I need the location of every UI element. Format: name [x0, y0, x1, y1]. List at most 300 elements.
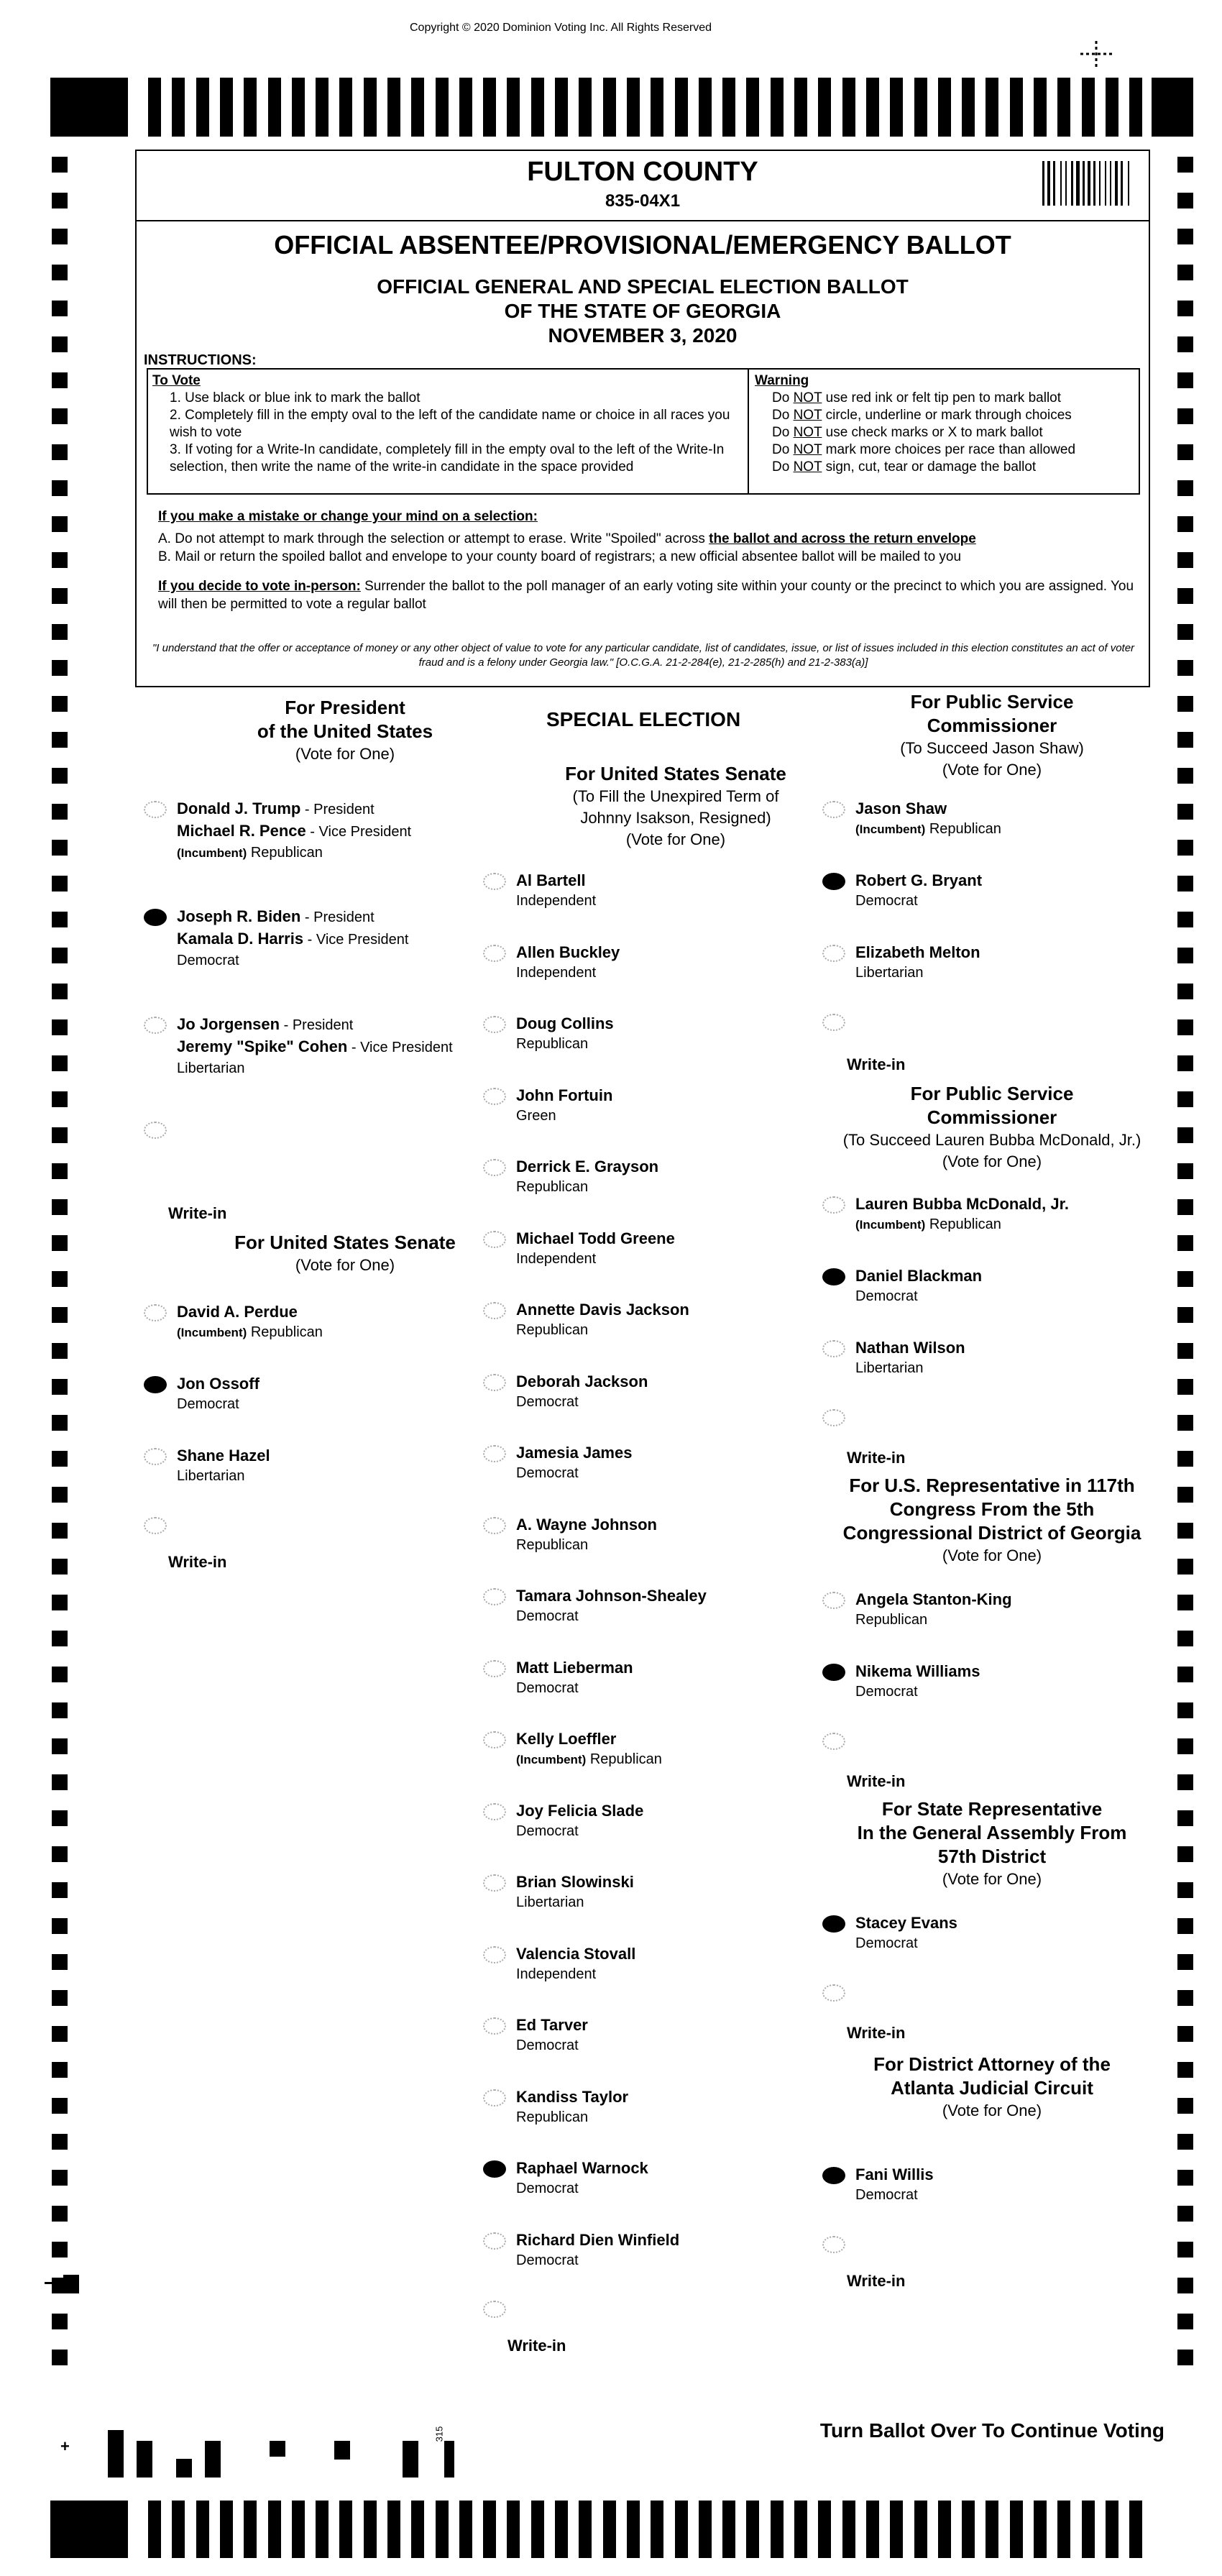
timing-bar — [771, 78, 784, 137]
timing-bar — [699, 78, 712, 137]
to-vote-panel — [148, 370, 749, 493]
barcode-bar — [1053, 161, 1055, 206]
party-name: Republican — [247, 1324, 323, 1340]
code-mark — [137, 2441, 152, 2478]
candidate-name: Allen Buckley — [516, 943, 620, 961]
side-mark — [52, 876, 68, 891]
presidential-ticket — [177, 906, 408, 971]
ticket-vice-president — [177, 928, 408, 950]
write-in-oval[interactable] — [483, 2301, 506, 2318]
candidate-party — [516, 1034, 614, 1055]
candidate — [516, 1228, 675, 1270]
side-mark — [1177, 1954, 1193, 1970]
side-mark — [52, 1990, 68, 2006]
subtitle-line-3: NOVEMBER 3, 2020 — [548, 324, 738, 347]
timing-bar — [866, 78, 879, 137]
vice-president-name: Kamala D. Harris — [177, 930, 304, 948]
incumbent-label: (Incumbent) — [855, 1218, 926, 1232]
side-mark — [1177, 2134, 1193, 2150]
side-mark — [52, 2242, 68, 2258]
write-in-oval[interactable] — [144, 1517, 167, 1534]
timing-marks-bottom — [0, 2501, 1222, 2558]
vote-oval[interactable] — [483, 1803, 506, 1820]
race-title-line: In the General Assembly From — [857, 1822, 1127, 1843]
mistake-a-text: A. Do not attempt to mark through the selection or attempt to erase. Write "Spoiled" across — [158, 531, 709, 546]
candidate-party — [855, 2185, 934, 2206]
registration-mark-icon — [1075, 40, 1118, 68]
candidate-party — [177, 1394, 259, 1415]
timing-bar — [436, 2501, 449, 2558]
side-mark — [52, 1163, 68, 1179]
side-mark — [1177, 1631, 1193, 1646]
candidate — [855, 1589, 1012, 1631]
write-in-label: Write-in — [847, 1772, 906, 1790]
timing-bar — [603, 2501, 616, 2558]
candidate-name: Brian Slowinski — [516, 1873, 634, 1891]
side-mark — [52, 1271, 68, 1287]
timing-block — [50, 2501, 128, 2558]
warning-line — [755, 441, 1133, 459]
side-mark — [1177, 1055, 1193, 1071]
timing-bar — [244, 78, 257, 137]
to-vote-step: 1. Use black or blue ink to mark the ballot — [170, 390, 421, 405]
race-title-line: For U.S. Representative in 117th — [849, 1475, 1135, 1496]
candidate-name: Angela Stanton-King — [855, 1590, 1012, 1608]
vote-oval[interactable] — [483, 1159, 506, 1176]
vote-oval[interactable] — [822, 1664, 845, 1681]
candidate — [516, 1514, 657, 1556]
timing-bar — [627, 78, 640, 137]
barcode-bar — [1105, 161, 1106, 206]
side-mark — [1177, 1810, 1193, 1826]
candidate-party — [177, 1466, 270, 1487]
timing-marks-right — [1177, 157, 1193, 2400]
vote-oval[interactable] — [822, 801, 845, 818]
side-mark — [52, 768, 68, 784]
timing-bar — [316, 78, 329, 137]
party-name: Democrat — [855, 1684, 918, 1700]
side-mark — [52, 372, 68, 388]
side-mark — [52, 552, 68, 568]
write-in-oval[interactable] — [822, 1984, 845, 2002]
instructions-box — [147, 368, 1140, 495]
vice-president-name: Jeremy "Spike" Cohen — [177, 1037, 348, 1055]
candidate — [855, 1661, 980, 1702]
party-name: Democrat — [516, 1393, 579, 1410]
vote-oval[interactable] — [483, 1874, 506, 1892]
candidate — [516, 2014, 588, 2056]
side-mark — [1177, 444, 1193, 460]
timing-bar — [555, 2501, 568, 2558]
vote-oval[interactable] — [483, 1088, 506, 1105]
side-mark — [1177, 157, 1193, 173]
candidate-name: Tamara Johnson-Shealey — [516, 1587, 707, 1605]
turn-ballot-notice: Turn Ballot Over To Continue Voting — [819, 2419, 1164, 2442]
ticket-vice-president — [177, 1036, 453, 1058]
timing-bar — [196, 78, 209, 137]
candidate-party — [516, 1177, 658, 1198]
candidate-name: Annette Davis Jackson — [516, 1301, 689, 1319]
side-mark — [52, 1667, 68, 1682]
party-name: Republican — [516, 1179, 589, 1195]
side-mark — [1177, 1235, 1193, 1251]
timing-bar — [675, 78, 688, 137]
timing-bar — [292, 78, 305, 137]
side-mark — [1177, 984, 1193, 999]
side-mark — [1177, 1271, 1193, 1287]
write-in-oval[interactable] — [822, 1409, 845, 1426]
party-name: Libertarian — [177, 1060, 245, 1076]
timing-bar — [1057, 78, 1070, 137]
party-name: Republican — [925, 1216, 1001, 1232]
side-mark — [52, 984, 68, 999]
candidate-name: Shane Hazel — [177, 1447, 270, 1465]
timing-block — [50, 78, 128, 137]
timing-bar — [268, 2501, 281, 2558]
side-mark — [52, 2026, 68, 2042]
timing-bar — [962, 2501, 975, 2558]
side-mark — [52, 516, 68, 532]
warning-not: NOT — [793, 408, 822, 423]
write-in-label: Write-in — [507, 2337, 566, 2355]
write-in-oval[interactable] — [822, 1733, 845, 1750]
candidate-name: Al Bartell — [516, 871, 586, 889]
candidate — [516, 2158, 648, 2199]
timing-bar — [387, 2501, 400, 2558]
side-mark — [52, 732, 68, 748]
code-mark — [176, 2459, 192, 2478]
side-mark — [52, 336, 68, 352]
vote-oval[interactable] — [483, 2160, 506, 2178]
race-title-line: For United States Senate — [234, 1232, 456, 1253]
vote-oval[interactable] — [483, 1660, 506, 1677]
vote-oval[interactable] — [144, 1017, 167, 1034]
race-instruction: (To Succeed Jason Shaw) — [900, 739, 1084, 757]
timing-bar — [986, 78, 998, 137]
race-title-line: Atlanta Judicial Circuit — [891, 2077, 1093, 2099]
timing-bar — [483, 78, 496, 137]
candidate — [516, 1085, 612, 1127]
timing-bar — [675, 2501, 688, 2558]
warning-heading: Warning — [755, 373, 809, 388]
side-mark — [1177, 804, 1193, 820]
side-mark — [52, 1343, 68, 1359]
warning-line — [755, 390, 1133, 407]
vote-oval[interactable] — [144, 801, 167, 818]
side-mark — [1177, 1667, 1193, 1682]
candidate-party — [516, 1606, 707, 1627]
barcode-bar — [1083, 161, 1085, 206]
vote-oval[interactable] — [483, 1016, 506, 1033]
vote-oval[interactable] — [483, 1302, 506, 1319]
side-mark — [52, 1846, 68, 1862]
side-mark — [52, 2170, 68, 2186]
timing-bar — [1034, 2501, 1047, 2558]
ticket-president — [177, 1014, 453, 1036]
code-mark — [403, 2441, 418, 2478]
side-mark — [52, 1918, 68, 1934]
side-mark — [1177, 1019, 1193, 1035]
side-mark — [52, 2314, 68, 2329]
candidate-party — [855, 1682, 980, 1702]
write-in-label: Write-in — [168, 1204, 227, 1222]
timing-bar — [364, 2501, 377, 2558]
side-mark — [52, 696, 68, 712]
side-mark — [1177, 2098, 1193, 2114]
county-box — [137, 151, 1149, 221]
race-instruction: (Vote for One) — [942, 1870, 1042, 1888]
side-mark — [52, 1559, 68, 1575]
candidate-name: Jon Ossoff — [177, 1375, 259, 1393]
candidate — [516, 1585, 707, 1627]
vote-oval[interactable] — [822, 873, 845, 890]
timing-bar — [220, 2501, 233, 2558]
side-mark — [1177, 1738, 1193, 1754]
vote-oval[interactable] — [822, 2167, 845, 2184]
candidate — [855, 1337, 965, 1379]
candidate-party — [516, 891, 596, 912]
vote-oval[interactable] — [483, 1445, 506, 1462]
write-in-label: Write-in — [847, 2272, 906, 2290]
vote-oval[interactable] — [483, 2017, 506, 2035]
side-mark — [1177, 1451, 1193, 1467]
race-instruction: (To Succeed Lauren Bubba McDonald, Jr.) — [842, 1131, 1141, 1149]
timing-bar — [364, 78, 377, 137]
warning-text: circle, underline or mark through choices — [822, 408, 1072, 423]
vice-president-name: Michael R. Pence — [177, 822, 306, 840]
candidate-name: Jason Shaw — [855, 799, 947, 817]
candidate-party — [516, 2250, 679, 2271]
race-title-line: Commissioner — [927, 1106, 1057, 1128]
candidate-party — [855, 1214, 1069, 1235]
party-name: Democrat — [516, 1823, 579, 1839]
timing-bar — [914, 78, 927, 137]
vote-oval[interactable] — [144, 1304, 167, 1321]
candidate-party — [516, 1463, 632, 1484]
race-instruction: (Vote for One) — [942, 1152, 1042, 1170]
party-name: Democrat — [177, 953, 239, 968]
side-mark — [52, 265, 68, 280]
race-instruction: (Vote for One) — [295, 745, 395, 763]
timing-bar — [244, 2501, 257, 2558]
timing-bar — [794, 2501, 807, 2558]
candidate-party — [516, 1106, 612, 1127]
timing-bar — [459, 2501, 472, 2558]
plus-mark: + — [60, 2437, 70, 2455]
vote-oval[interactable] — [822, 1340, 845, 1357]
race-instruction: (Vote for One) — [625, 830, 726, 848]
timing-bar — [459, 78, 472, 137]
party-name: Republican — [516, 1036, 589, 1052]
party-name: Libertarian — [516, 1894, 584, 1910]
vote-oval[interactable] — [822, 945, 845, 962]
timing-bar — [866, 2501, 879, 2558]
ballot-title: OFFICIAL ABSENTEE/PROVISIONAL/EMERGENCY BALLOT — [274, 230, 1011, 260]
side-mark — [52, 1702, 68, 1718]
side-mark — [1177, 1846, 1193, 1862]
side-mark — [52, 2350, 68, 2365]
party-name: Democrat — [516, 2252, 579, 2268]
ticket-president — [177, 906, 408, 928]
party-name: Libertarian — [855, 965, 924, 981]
candidate — [516, 1943, 635, 1985]
timing-bar — [411, 78, 424, 137]
party-name: Democrat — [855, 1288, 918, 1304]
warning-not: NOT — [793, 442, 822, 457]
side-mark — [52, 301, 68, 316]
timing-bar — [339, 2501, 352, 2558]
party-name: Libertarian — [855, 1360, 924, 1376]
side-mark — [52, 229, 68, 244]
timing-bar — [1057, 2501, 1070, 2558]
timing-bar — [771, 2501, 784, 2558]
side-mark — [1177, 1307, 1193, 1323]
candidate-name: Deborah Jackson — [516, 1372, 648, 1390]
barcode-bar — [1110, 161, 1111, 206]
candidate-name: A. Wayne Johnson — [516, 1515, 657, 1534]
special-election-heading: SPECIAL ELECTION — [546, 708, 741, 730]
vote-oval[interactable] — [483, 945, 506, 962]
vote-oval[interactable] — [144, 909, 167, 926]
timing-bar — [938, 2501, 951, 2558]
candidate-name: Doug Collins — [516, 1014, 614, 1032]
vote-oval[interactable] — [483, 1517, 506, 1534]
vote-oval[interactable] — [822, 1915, 845, 1933]
candidate — [516, 1156, 658, 1198]
party-name: Republican — [516, 2109, 589, 2125]
write-in-oval[interactable] — [822, 2236, 845, 2253]
candidate-party — [855, 1358, 965, 1379]
ticket-vice-president — [177, 820, 411, 843]
timing-bar — [555, 78, 568, 137]
side-mark — [52, 1235, 68, 1251]
side-mark — [52, 1019, 68, 1035]
vote-oval[interactable] — [144, 1376, 167, 1393]
side-mark — [52, 912, 68, 927]
candidate — [516, 1371, 648, 1413]
warning-text: use red ink or felt tip pen to mark ballot — [822, 390, 1062, 405]
to-vote-heading: To Vote — [152, 373, 201, 388]
ballot-subtitle — [137, 275, 1149, 348]
race-title-line: Commissioner — [927, 715, 1057, 736]
candidate-name: Michael Todd Greene — [516, 1229, 675, 1247]
subtitle-line-2: OF THE STATE OF GEORGIA — [504, 300, 781, 322]
vote-oval[interactable] — [483, 2089, 506, 2107]
role-label: - Vice President — [303, 932, 409, 948]
ballot-header — [135, 150, 1150, 687]
vote-oval[interactable] — [483, 1374, 506, 1391]
candidate — [516, 1657, 633, 1699]
race-district-attorney-heading — [812, 2053, 1172, 2122]
candidate-party — [516, 1964, 635, 1985]
party-name: Republican — [516, 1322, 589, 1338]
side-mark — [52, 1595, 68, 1610]
vote-oval[interactable] — [483, 873, 506, 890]
candidate-party — [516, 2107, 628, 2128]
vote-oval[interactable] — [483, 1946, 506, 1963]
candidate-party — [516, 1821, 643, 1842]
candidate — [177, 1373, 259, 1415]
code-mark — [108, 2430, 124, 2478]
race-title-line: For Public Service — [910, 691, 1074, 712]
candidate — [516, 1013, 614, 1055]
side-mark — [1177, 948, 1193, 963]
vote-oval[interactable] — [822, 1196, 845, 1214]
side-mark — [52, 157, 68, 173]
timing-bar — [1129, 78, 1142, 137]
race-psc1-heading — [819, 690, 1164, 781]
role-label: - Vice President — [306, 824, 412, 840]
race-us-rep-heading — [812, 1474, 1172, 1567]
race-title-line: of the United States — [257, 720, 433, 742]
warning-text: Do — [772, 425, 794, 440]
side-mark — [1177, 1163, 1193, 1179]
vote-oval[interactable] — [822, 1268, 845, 1285]
vote-oval[interactable] — [483, 1731, 506, 1748]
side-mark — [52, 1199, 68, 1215]
vote-oval[interactable] — [483, 2232, 506, 2250]
incumbent-label: (Incumbent) — [516, 1753, 587, 1766]
party-name: Democrat — [855, 2187, 918, 2203]
side-mark — [1177, 1523, 1193, 1539]
presidential-ticket — [177, 1014, 453, 1079]
party-name: Democrat — [516, 2181, 579, 2196]
candidate-party — [855, 819, 1001, 840]
party-name: Independent — [516, 893, 597, 909]
write-in-label: Write-in — [168, 1553, 227, 1571]
warning-line — [755, 424, 1133, 441]
candidate — [516, 1299, 689, 1341]
vote-oval[interactable] — [483, 1231, 506, 1248]
side-mark — [1177, 1918, 1193, 1934]
candidate — [516, 942, 620, 984]
timing-bar — [842, 78, 855, 137]
candidate — [855, 870, 982, 912]
vote-oval[interactable] — [483, 1588, 506, 1605]
candidate-name: Stacey Evans — [855, 1914, 957, 1932]
side-mark — [52, 1523, 68, 1539]
side-mark — [52, 1738, 68, 1754]
side-mark — [52, 1055, 68, 1071]
candidate-party — [516, 2178, 648, 2199]
timing-bar — [1082, 2501, 1095, 2558]
write-in-oval[interactable] — [822, 1014, 845, 1031]
candidate-party — [516, 2035, 588, 2056]
vote-oval[interactable] — [822, 1592, 845, 1609]
side-mark — [52, 1379, 68, 1395]
vote-oval[interactable] — [144, 1448, 167, 1465]
side-mark — [1177, 1882, 1193, 1898]
timing-bar — [507, 2501, 520, 2558]
write-in-oval[interactable] — [144, 1122, 167, 1139]
side-mark — [52, 480, 68, 496]
timing-bar — [387, 78, 400, 137]
race-title-line: Congress From the 5th — [889, 1498, 1095, 1520]
side-mark — [1177, 552, 1193, 568]
warning-text: Do — [772, 408, 794, 423]
candidate-party — [516, 1392, 648, 1413]
timing-bar — [196, 2501, 209, 2558]
timing-bar — [1034, 78, 1047, 137]
side-mark — [1177, 660, 1193, 676]
candidate — [516, 1871, 634, 1913]
side-mark — [1177, 193, 1193, 208]
mistake-a-emphasis: the ballot and across the return envelope — [709, 531, 976, 546]
warning-text: Do — [772, 390, 794, 405]
party-name: Democrat — [177, 1396, 239, 1412]
candidate-name: Elizabeth Melton — [855, 943, 980, 961]
candidate-name: Daniel Blackman — [855, 1267, 983, 1285]
